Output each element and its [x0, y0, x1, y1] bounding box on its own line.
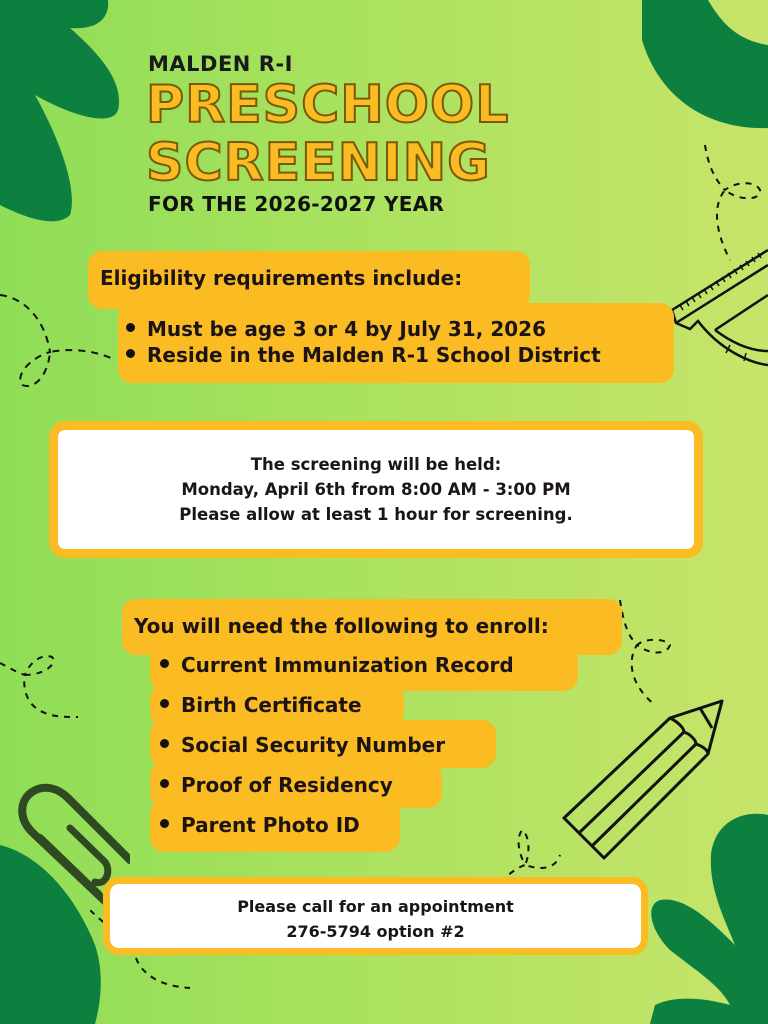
phone-number: 276-5794 option #2: [286, 922, 465, 941]
screening-date-time: Monday, April 6th from 8:00 AM - 3:00 PM: [181, 480, 571, 499]
dashed-loop-icon: [615, 600, 685, 710]
contact-box: [103, 877, 648, 955]
screening-info-box: [49, 421, 703, 558]
enroll-item: Proof of Residency: [160, 773, 393, 797]
enroll-item: Social Security Number: [160, 733, 445, 757]
eligibility-item: Must be age 3 or 4 by July 31, 2026: [126, 317, 546, 341]
enroll-item: Parent Photo ID: [160, 813, 360, 837]
district-name: MALDEN R-I: [148, 52, 293, 76]
leaf-cluster-icon: [640, 0, 768, 130]
title-block: [148, 52, 509, 216]
enroll-item: Birth Certificate: [160, 693, 362, 717]
eligibility-item: Reside in the Malden R-1 School District: [126, 343, 601, 367]
screening-intro: The screening will be held:: [250, 455, 502, 474]
leaf-cluster-icon: [0, 0, 130, 230]
dashed-loop-icon: [0, 635, 80, 720]
enroll-item: Current Immunization Record: [160, 653, 514, 677]
dashed-loop-icon: [700, 140, 768, 270]
enroll-heading: You will need the following to enroll:: [134, 614, 549, 638]
school-year: FOR THE 2026-2027 YEAR: [148, 192, 445, 216]
screening-duration-note: Please allow at least 1 hour for screening.: [179, 505, 573, 524]
title-line-1: PRESCHOOL: [146, 75, 510, 135]
title-line-2: SCREENING: [146, 133, 491, 193]
appointment-instruction: Please call for an appointment: [237, 897, 514, 916]
eligibility-heading: Eligibility requirements include:: [100, 266, 463, 290]
